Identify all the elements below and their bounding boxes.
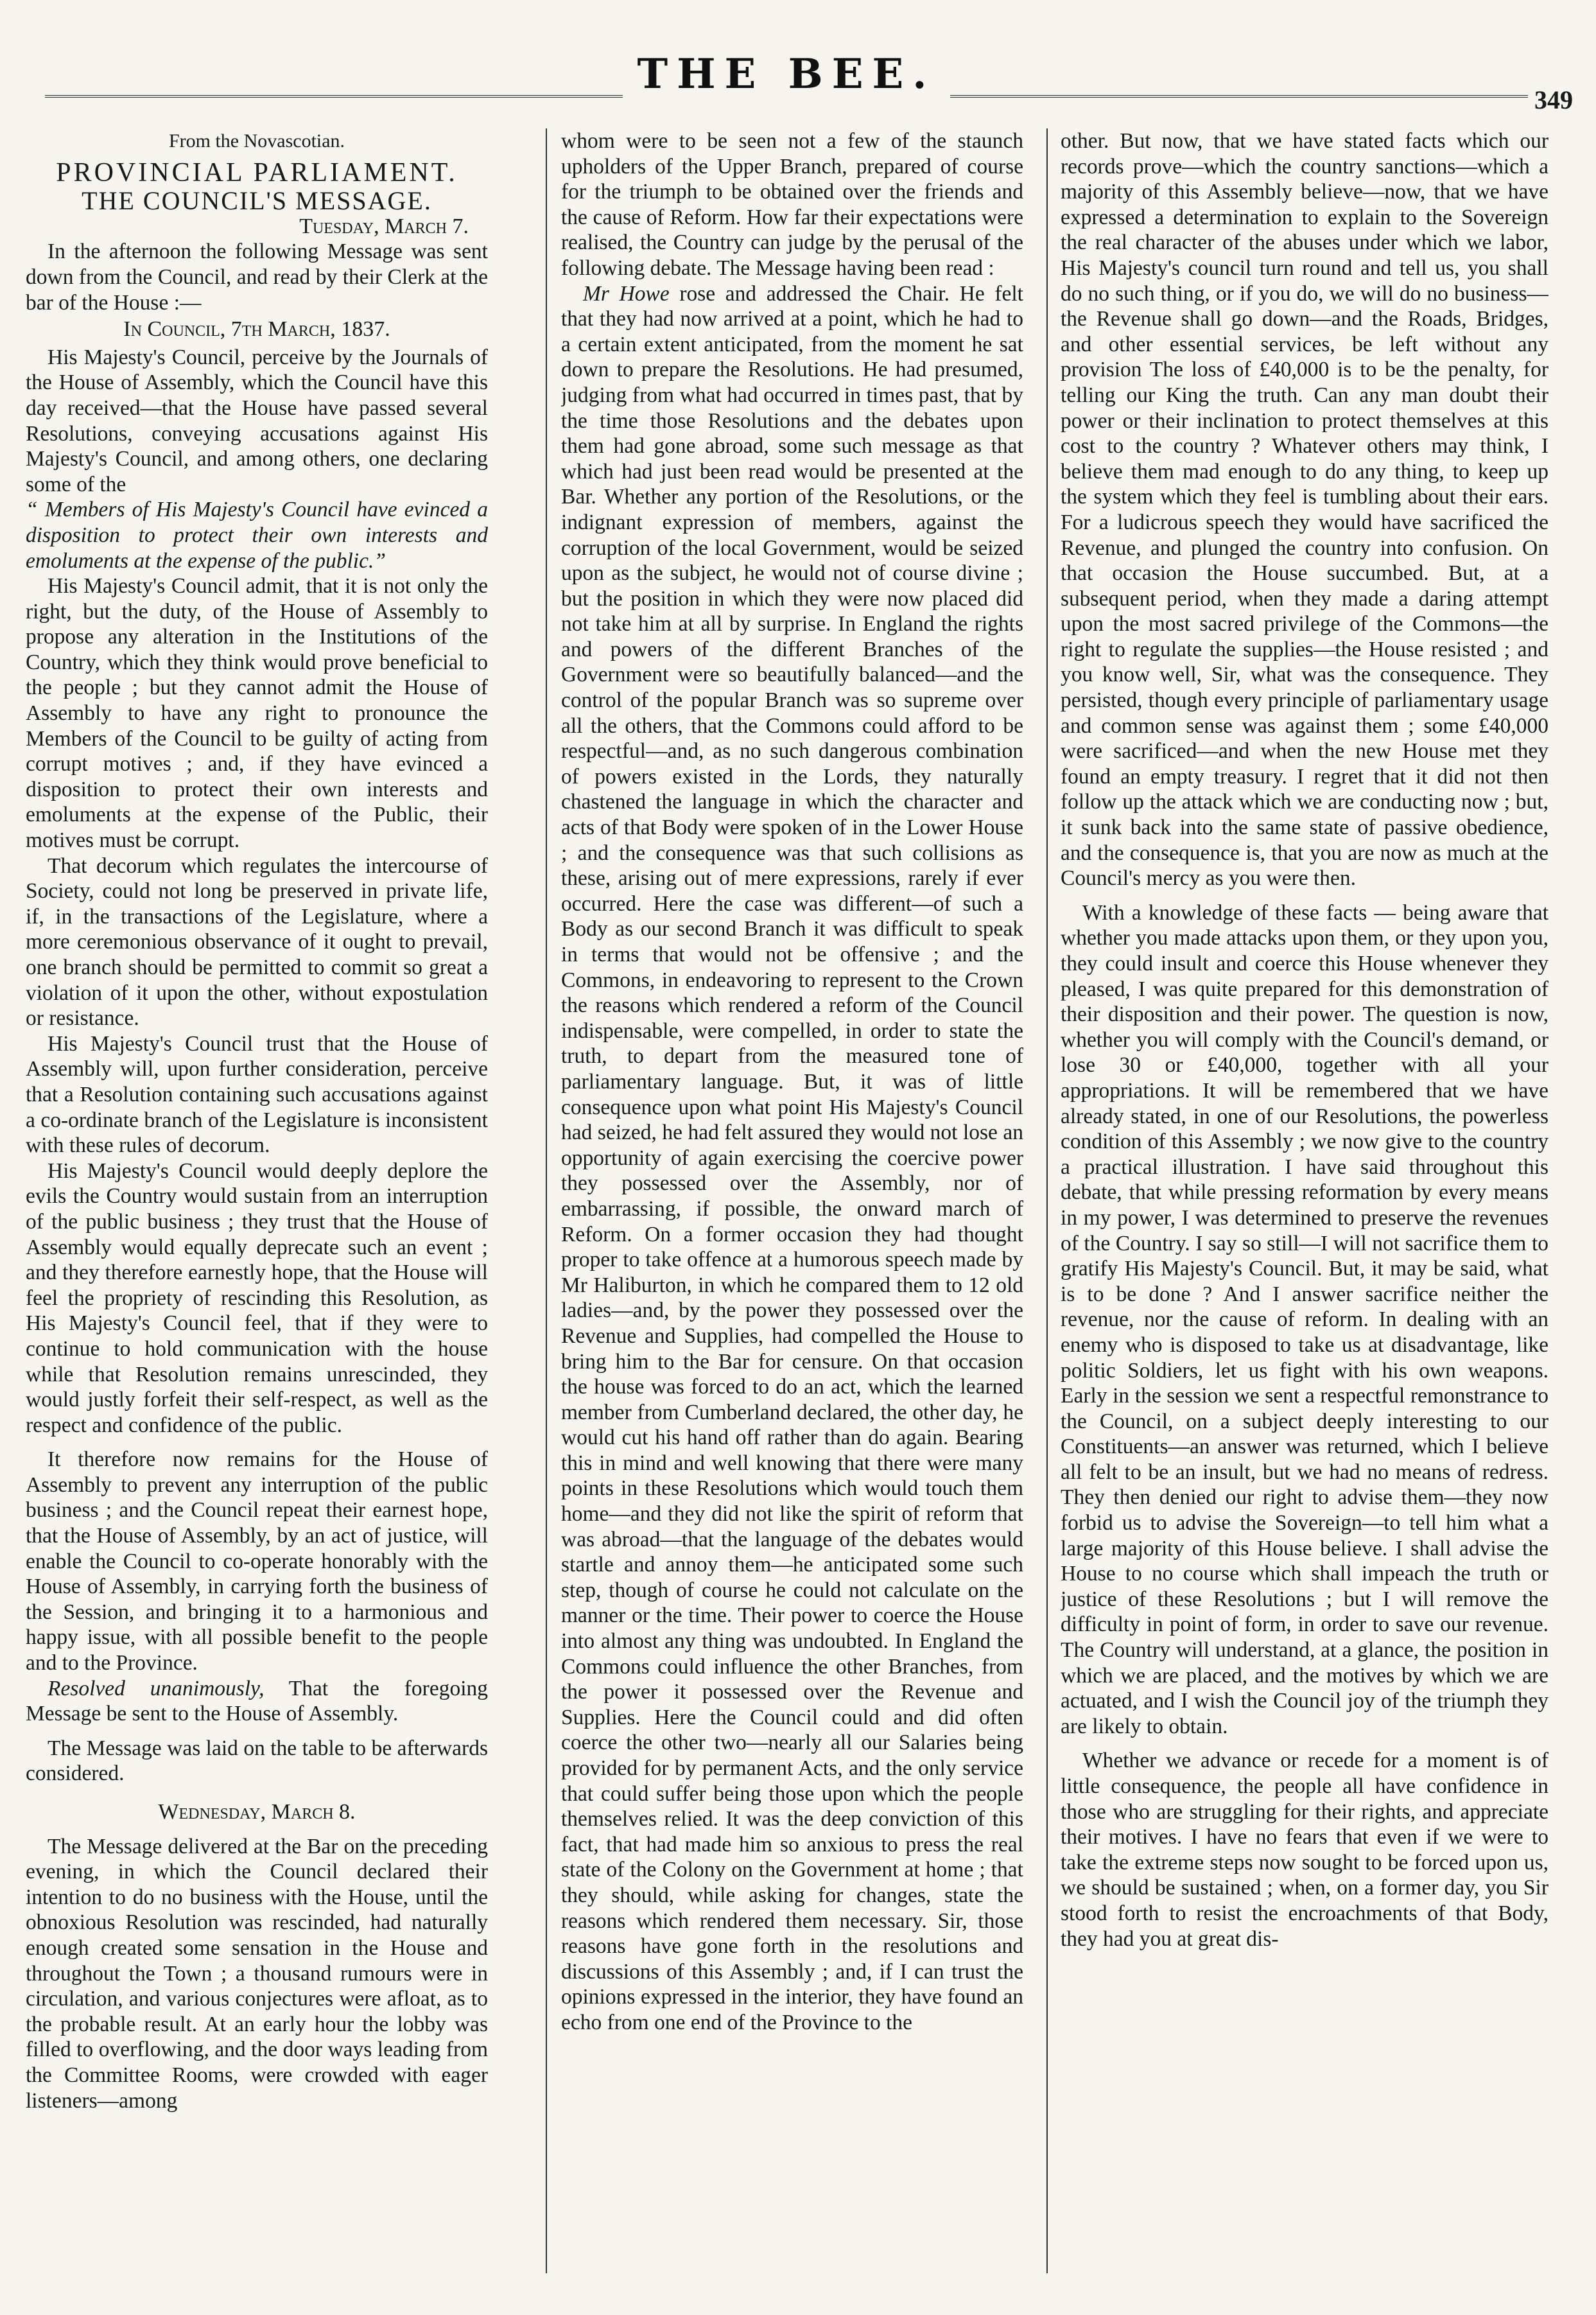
paragraph: whom were to be seen not a few of the staunch upholders of the Upper Branch, prepared of course for the triumph to be obtained over the friends and the cause of Reform. How far their expectations were realised, the Country can judge by the perusal of the following debate. The Message having been read : <box>561 129 1023 280</box>
masthead <box>45 50 1573 121</box>
paragraph: The Message was laid on the table to be afterwards considered. <box>26 1736 488 1786</box>
column-1 <box>26 128 488 2273</box>
column-divider-2 <box>1046 128 1048 2273</box>
source-credit: From the Novascotian. <box>168 130 345 152</box>
paragraph: His Majesty's Council, perceive by the Journals of the House of Assembly, which the Council have this day received—that the House have passed several Resolutions, conveying accusations against His Majesty's Council, and among others, one declaring some of the <box>26 345 488 496</box>
resolved-lead: Resolved unanimously, <box>48 1676 265 1700</box>
paragraph: His Majesty's Council trust that the House of Assembly will, upon further consideration, perceive that a Resolution containing such accusations against a co-ordinate branch of the Legislature is inconsistent with these rules of decorum. <box>26 1031 488 1158</box>
paragraph: It therefore now remains for the House of Assembly to prevent any interruption of the public business ; and the Council repeat their earnest hope, that the House of Assembly, by an act of justice, will enable the Council to co-operate honorably with the House of Assembly, in carrying forth the business of the Session, and bringing it to a harmonious and happy issue, with all possible benefit to the people and to the Province. <box>26 1447 488 1675</box>
resolved-text: That the foregoing Message be sent to the House of Assembly. <box>26 1676 488 1726</box>
paragraph: In the afternoon the following Message was sent down from the Council, and read by their Clerk at the bar of the House :— <box>26 240 488 315</box>
paragraph-speech <box>561 281 1023 2036</box>
column-2 <box>561 128 1023 2273</box>
quoted-resolution: “ Members of His Majesty's Council have evinced a disposition to protect their own interests and emoluments at the expense of the public.” <box>26 498 488 573</box>
article-subheading: THE COUNCIL'S MESSAGE. <box>82 186 432 216</box>
newspaper-title: THE BEE. <box>45 50 1528 98</box>
paragraph: Whether we advance or recede for a moment is of little consequence, the people all have confidence in those who are struggling for their rights, and appreciate their motives. I have no fears that even if we were to take the extreme steps now sought to be forced upon us, we should be sustained ; when, on a former day, you Sir stood forth to resist the encroachments of that Body, they had you at great dis- <box>1061 1749 1548 1951</box>
article-heading: PROVINCIAL PARLIAMENT. <box>56 157 458 188</box>
council-date: In Council, 7th March, 1837. <box>123 317 390 342</box>
paragraph: His Majesty's Council would deeply deplore the evils the Country would sustain from an interruption of the public business ; they trust that the House of Assembly would equally deprecate such an event ; and they therefore earnestly hope, that the House will feel the propriety of rescinding this Resolution, as His Majesty's Council feel, that if they were to continue to hold communication with the house while that Resolution remains unrescinded, they would justly forfeit their self-respect, as well as the respect and confidence of the public. <box>26 1158 488 1437</box>
column-3 <box>1061 128 1548 2273</box>
paragraph: The Message delivered at the Bar on the preceding evening, in which the Council declared their intention to do no business with the House, until the obnoxious Resolution was rescinded, had naturally enough created some sensation in the House and throughout the Town ; a thousand rumours were in circulation, and various conjectures were afloat, as to the probable result. At an early hour the lobby was filled to overflowing, and the door ways leading from the Committee Rooms, were crowded with eager listeners—among <box>26 1834 488 2113</box>
speaker-name: Mr Howe <box>583 281 670 306</box>
paragraph-resolved <box>26 1676 488 1727</box>
dateline-wednesday: Wednesday, March 8. <box>158 1800 356 1824</box>
paragraph: His Majesty's Council admit, that it is not only the right, but the duty, of the House of Assembly to propose any alteration in the Institutions of the Country, which they think would prove beneficial to the people ; but they cannot admit the House of Assembly to have any right to pronounce the Members of the Council to be guilty of acting from corrupt motives ; and, if they have evinced a disposition to protect their own interests and emoluments at the expense of the Public, their motives must be corrupt. <box>26 574 488 853</box>
dateline-tuesday: Tuesday, March 7. <box>299 214 469 238</box>
paragraph: With a knowledge of these facts — being aware that whether you made attacks upon them, or they upon you, they could insult and coerce this House whenever they pleased, I was quite prepared for this demonstration of their disposition and their power. The question is now, whether you will comply with the Council's demand, or lose 30 or £40,000, together with all your appropriations. It will be remembered that we have already stated, in one of our Resolutions, the powerless condition of this Assembly ; we now give to the country a practical illustration. I have said throughout this debate, that while pressing reformation by every means in my power, I was determined to preserve the revenues of the Country. I say so still—I will not sacrifice them to gratify His Majesty's Council. But, it may be said, what is to be done ? And I answer sacrifice neither the revenue, nor the cause of reform. In dealing with an enemy who is disposed to take us at disadvantage, like politic Soldiers, let us fight with his own weapons. Early in the session we sent a respectful remonstrance to the Council, on a subject deeply interesting to our Constituents—an answer was returned, which I believe all felt to be an insult, but we had no means of redress. They then denied our right to advise them—they now forbid us to advise the Sovereign—to tell him what a large majority of this House believe. I shall advise the House to no course which shall impeach the truth or justice of these Resolutions ; but I will remove the difficulty in point of form, in order to save our revenue. The Country will understand, at a glance, the position in which we are placed, and the motives by which we are actuated, and I wish the Council joy of the triumph they are likely to obtain. <box>1061 900 1548 1738</box>
column-divider-1 <box>546 128 547 2273</box>
paragraph: That decorum which regulates the intercourse of Society, could not long be preserved in private life, if, in the transactions of the Legislature, where a more ceremonious observance of it ought to prevail, one branch should be permitted to commit so great a violation of it upon the other, without expostulation or resistance. <box>26 853 488 1031</box>
paragraph: other. But now, that we have stated facts which our records prove—which the country sanctions—which a majority of this Assembly believe—now, that we have expressed a determination to explain to the Sovereign the real character of the abuses under which we labor, His Majesty's council turn round and tell us, you shall do no such thing, or if you do, we will do no business—the Revenue shall go down—and the Roads, Bridges, and other essential services, be left without any provision The loss of £40,000 is to be the penalty, for telling our King the truth. Can any man doubt their power or their inclination to protect themselves at this cost to the country ? Whatever others may think, I believe them mad enough to do any thing, to keep up the system which they feel is tumbling about their ears. For a ludicrous speech they would have sacrificed the Revenue, and plunged the country into confusion. On that occasion the House succumbed. But, at a subsequent period, when they made a daring attempt upon the most sacred privilege of the Commons—the right to regulate the supplies—the House resisted ; and you know well, Sir, what was the consequence. They persisted, though every principle of parliamentary usage and common sense was against them ; some £40,000 were sacrificed—and when the new House met they found an empty treasury. I regret that it did not then follow up the attack which we are conducting now ; but, it sunk back into the same state of passive obedience, and the consequence is, that you are now as much at the Council's mercy as you were then. <box>1061 129 1548 891</box>
page-number: 349 <box>1534 85 1573 114</box>
speech-text: rose and addressed the Chair. He felt that they had now arrived at a point, which he had to a certain extent anticipated, from the moment he sat down to prepare the Resolutions. He had presumed, judging from what had occurred in times past, that by the time those Resolutions and the debates upon them had gone abroad, some such message as that which had just been read would be presented at the Bar. Whether any portion of the Resolutions, or the indignant expression of members, against the corruption of the local Government, would be seized upon as the subject, he would not of course divine ; but the position in which they were now placed did not take him at all by surprise. In England the rights and powers of the different Branches of the Government were so beautifully balanced—and the control of the popular Branch was so supreme over all the others, that the Commons could afford to be respectful—and, as no such dangerous combination of powers existed in the Lords, they naturally chastened the language in which the character and acts of that Body were spoken of in the Lower House ; and the consequence was that such collisions as these, arising out of mere expressions, rarely if ever occurred. Here the case was different—of such a Body as our second Branch it was difficult to speak in terms that would not be offensive ; and the Commons, in endeavoring to represent to the Crown the reasons which rendered a reform of the Council indispensable, were compelled, in order to state the truth, to depart from the measured tone of parliamentary language. But, it was of little consequence upon what point His Majesty's Council had seized, he had felt assured they would not lose an opportunity of again exercising the coercive power they possessed over the Assembly, nor of embarrassing, if possible, the onward march of Reform. On a former occasion they had thought proper to take offence at a humorous speech made by Mr Haliburton, in which he compared them to 12 old ladies—and, by the power they possessed over the Revenue and Supplies, had compelled the House to bring him to the Bar for censure. On that occasion the house was forced to do an act, which the learned member from Cumberland declared, the other day, he would cut his hand off rather than do again. Bearing this in mind and well knowing that there were many points in these Resolutions which would touch them home—and they did not like the spirit of reform that was abroad—that the language of the debates would startle and annoy them—he anticipated some such step, though of course he could not calculate on the manner or the time. Their power to coerce the House into almost any thing was undoubted. In England the Commons could influence the other Branches, from the power it possessed over the Revenue and Supplies. Here the Council could and did often coerce the other two—nearly all our Salaries being provided for by permanent Acts, and the only service that could suffer being those upon which the people themselves relied. It was the deep conviction of this fact, that had made him so anxious to press the real state of the Colony on the Government at home ; that they should, while asking for changes, state the reasons which rendered them necessary. Sir, those reasons have gone forth in the resolutions and discussions of this Assembly ; and, if I can trust the opinions expressed in the interior, they have found an echo from one end of the Province to the <box>561 281 1023 2034</box>
